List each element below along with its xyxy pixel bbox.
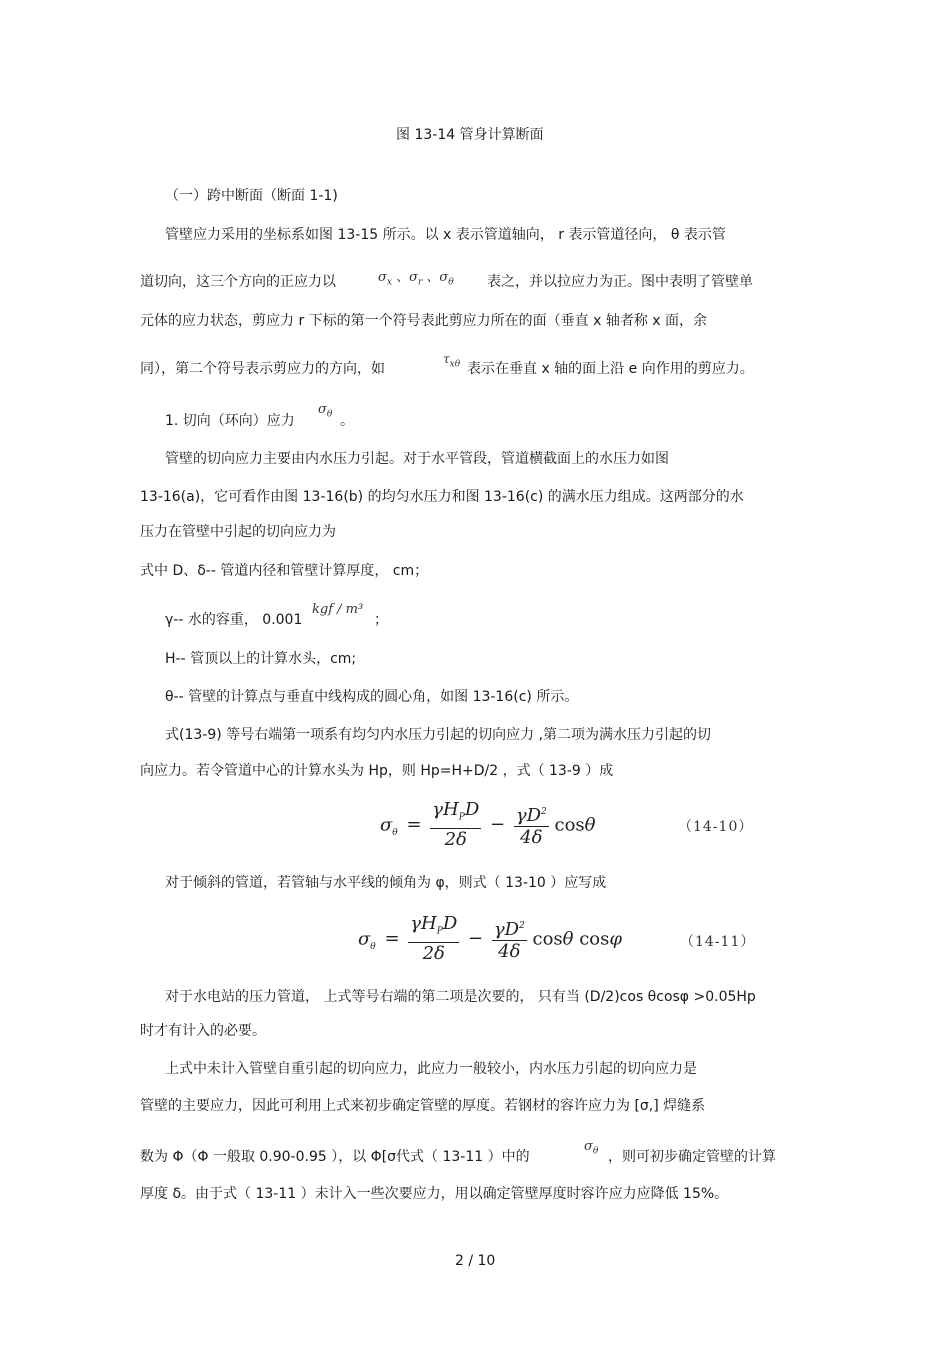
definition-line: θ-- 管壁的计算点与垂直中线构成的圆心角，如图 13-16(c) 所示。 <box>165 689 579 705</box>
definition-line: 式中 D、δ-- 管道内径和管壁计算厚度， cm； <box>140 563 429 579</box>
section-heading: （一）跨中断面（断面 1-1) <box>165 188 338 204</box>
paragraph-line: 压力在管壁中引起的切向应力为 <box>140 524 336 540</box>
paragraph-line: 13-16(a)，它可看作由图 13-16(b) 的均匀水压力和图 13-16(c) 的满水压力组成。这两部分的水 <box>140 489 744 505</box>
paragraph-line: 对于倾斜的管道，若管轴与水平线的倾角为 φ，则式（ 13-10 ）应写成 <box>165 875 607 891</box>
equation-14-11: $\sigma_\theta$ = $\frac{\gamma H_PD}{2\delta}$ − $\frac{\gamma D^2}{4\delta}$ cosθ cosφ <box>358 913 622 964</box>
paragraph-line: 式(13-9) 等号右端第一项系有均匀内水压力引起的切向应力 ,第二项为满水压力引起的切 <box>165 727 712 743</box>
paragraph-line: 对于水电站的压力管道， 上式等号右端的第二项是次要的， 只有当 (D/2)cos θcosφ >0.05Hp <box>165 989 756 1005</box>
paragraph-line: 道切向，这三个方向的正应力以 <box>140 274 336 290</box>
equation-number: （14-11） <box>680 934 756 950</box>
paragraph-line: 数为 Φ（Φ 一般取 0.90-0.95 ），以 Φ[σ代式（ 13-11 ）中的 <box>140 1149 530 1165</box>
paragraph-line: 表之，并以拉应力为正。图中表明了管壁单 <box>487 274 753 290</box>
item-heading-end: 。 <box>340 413 354 429</box>
sigma-theta-symbol: $\sigma_\theta$ <box>318 402 333 420</box>
paragraph-line: 管壁的切向应力主要由内水压力引起。对于水平管段，管道横截面上的水压力如图 <box>165 451 669 467</box>
definition-line-end: ； <box>374 612 388 628</box>
paragraph-line: 上式中未计入管壁自重引起的切向应力，此应力一般较小，内水压力引起的切向应力是 <box>165 1061 697 1077</box>
item-heading: 1. 切向（环向）应力 <box>165 413 295 429</box>
sigma-symbols: $\sigma_x$ 、$\sigma_r$ 、$\sigma_\theta$ <box>378 270 454 288</box>
paragraph-line: 表示在垂直 x 轴的面上沿 e 向作用的剪应力。 <box>467 361 754 377</box>
paragraph-line: 元体的应力状态，剪应力 r 下标的第一个符号表此剪应力所在的面（垂直 x 轴者称 x 面，余 <box>140 313 708 329</box>
tau-symbol: $\tau_{x\theta}$ <box>443 352 461 370</box>
unit-kgf-m3: kgf / m³ <box>312 602 364 617</box>
figure-caption: 图 13-14 管身计算断面 <box>396 127 544 143</box>
definition-line: H-- 管顶以上的计算水头，cm; <box>165 651 357 667</box>
equation-14-10: $\sigma_\theta$ = $\frac{\gamma H_PD}{2\delta}$ − $\frac{\gamma D^2}{4\delta}$ cosθ <box>380 799 596 850</box>
equation-number: （14-10） <box>678 819 754 835</box>
paragraph-line: 同），第二个符号表示剪应力的方向，如 <box>140 361 385 377</box>
definition-line: γ-- 水的容重， 0.001 <box>165 612 303 628</box>
paragraph-line: 向应力。若令管道中心的计算水头为 Hp，则 Hp=H+D/2 ，式（ 13-9 ）成 <box>140 763 614 779</box>
page-number: 2 / 10 <box>455 1253 496 1269</box>
paragraph-line: 管壁的主要应力，因此可利用上式来初步确定管壁的厚度。若钢材的容许应力为 [σ,] 焊缝系 <box>140 1098 706 1114</box>
paragraph-line: 厚度 δ。由于式（ 13-11 ）未计入一些次要应力，用以确定管壁厚度时容许应力应降低 15%。 <box>140 1186 729 1202</box>
paragraph-line: 管壁应力采用的坐标系如图 13-15 所示。以 x 表示管道轴向， r 表示管道径向， θ 表示管 <box>165 227 726 243</box>
paragraph-line: 时才有计入的必要。 <box>140 1023 266 1039</box>
paragraph-line: ，则可初步确定管壁的计算 <box>608 1149 776 1165</box>
sigma-theta-symbol: $\sigma_\theta$ <box>584 1139 599 1157</box>
